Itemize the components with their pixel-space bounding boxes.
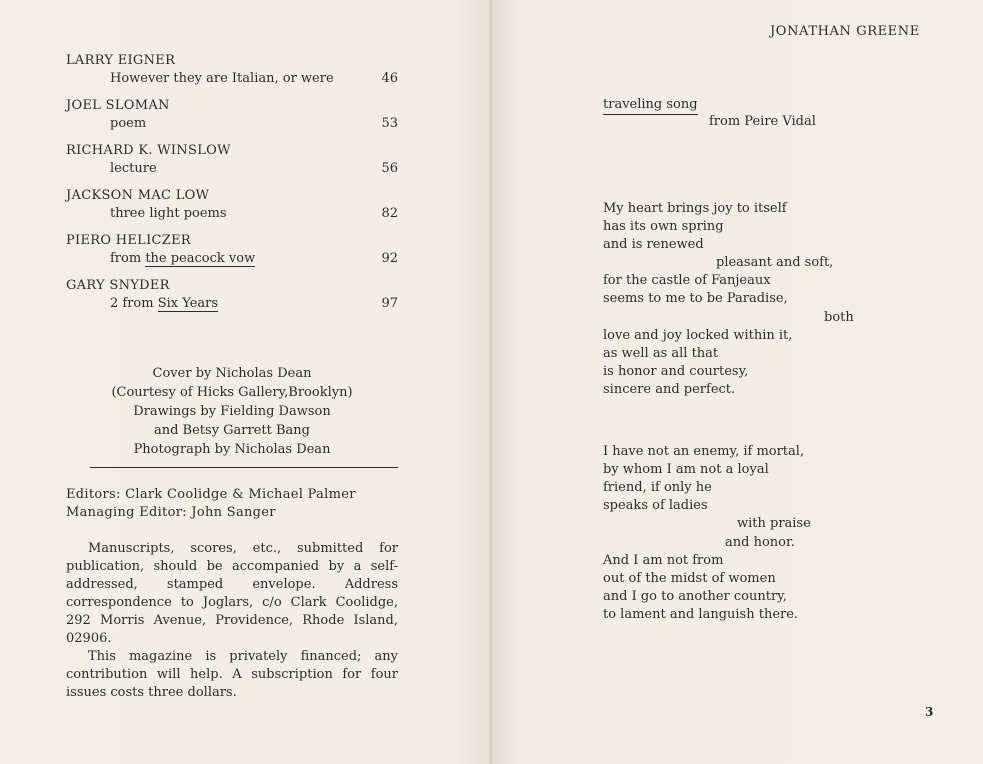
toc-author: JOEL SLOMAN bbox=[66, 98, 170, 113]
poem-line: friend, if only he bbox=[603, 480, 712, 496]
poem-line: to lament and languish there. bbox=[603, 606, 799, 622]
toc-entry bbox=[66, 142, 398, 178]
poem-line: speaks of ladies bbox=[603, 498, 708, 514]
poem-line: seems to me to be Paradise, bbox=[603, 291, 788, 307]
credit-line: Cover by Nicholas Dean bbox=[152, 366, 312, 381]
toc-work: poem bbox=[110, 116, 147, 131]
poem-line: both bbox=[824, 309, 854, 325]
toc-page-number: 56 bbox=[381, 161, 398, 176]
table-of-contents bbox=[66, 52, 398, 322]
toc-work-line bbox=[66, 115, 398, 133]
poem-line: sincere and perfect. bbox=[603, 381, 736, 397]
poem-line: love and joy locked within it, bbox=[603, 327, 793, 343]
editors-line: Editors: Clark Coolidge & Michael Palmer bbox=[66, 487, 356, 502]
toc-work: lecture bbox=[110, 161, 157, 176]
credit-line: (Courtesy of Hicks Gallery,Brooklyn) bbox=[111, 385, 353, 400]
toc-work-title: the peacock vow bbox=[145, 251, 256, 266]
credit-line: Photograph by Nicholas Dean bbox=[133, 442, 331, 457]
toc-author: PIERO HELICZER bbox=[66, 233, 192, 248]
left-page bbox=[0, 0, 491, 764]
toc-entry bbox=[66, 97, 398, 133]
toc-work: However they are Italian, or were bbox=[110, 71, 334, 86]
toc-work-line bbox=[66, 160, 398, 178]
page-number: 3 bbox=[925, 705, 934, 719]
toc-work-prefix: 2 from bbox=[110, 296, 158, 311]
poem-line: for the castle of Fanjeaux bbox=[603, 273, 771, 289]
toc-page-number: 82 bbox=[381, 206, 398, 221]
poem-subtitle: from Peire Vidal bbox=[709, 114, 816, 129]
toc-work-line bbox=[66, 205, 398, 223]
manuscripts-note: Manuscripts, scores, etc., submitted for publication, should be accompanied by a self-addressed, stamped envelope. Address correspondence to Joglars, c/o Clark Coolidge, 292 Morris Avenue, Providence, Rhode Island, 02906. bbox=[66, 541, 398, 646]
poem-line: has its own spring bbox=[603, 219, 724, 235]
toc-work: three light poems bbox=[110, 206, 227, 221]
toc-work-prefix: from bbox=[110, 251, 146, 266]
stanza bbox=[603, 200, 863, 399]
managing-editor-line: Managing Editor: John Sanger bbox=[66, 505, 276, 520]
poem-line: with praise bbox=[737, 516, 811, 532]
poem-line: and is renewed bbox=[603, 237, 704, 253]
toc-author: RICHARD K. WINSLOW bbox=[66, 143, 231, 158]
poem-line: out of the midst of women bbox=[603, 570, 776, 586]
credit-line: Drawings by Fielding Dawson bbox=[133, 404, 331, 419]
poem-line: is honor and courtesy, bbox=[603, 363, 749, 379]
toc-work-line bbox=[66, 295, 398, 313]
poem-line: pleasant and soft, bbox=[716, 255, 834, 271]
submission-notes bbox=[66, 540, 398, 702]
toc-page-number: 92 bbox=[381, 251, 398, 266]
toc-author: JACKSON MAC LOW bbox=[66, 188, 210, 203]
poem-line: and I go to another country, bbox=[603, 588, 787, 604]
toc-work-line bbox=[66, 250, 398, 268]
running-head: JONATHAN GREENE bbox=[770, 24, 920, 39]
toc-work-line bbox=[66, 70, 398, 88]
poem-line: and honor. bbox=[725, 534, 795, 550]
divider-rule bbox=[90, 467, 398, 468]
poem-line: I have not an enemy, if mortal, bbox=[603, 444, 805, 460]
stanza bbox=[603, 443, 863, 624]
toc-page-number: 97 bbox=[381, 296, 398, 311]
poem-line: as well as all that bbox=[603, 345, 719, 361]
credits bbox=[66, 364, 398, 459]
toc-entry bbox=[66, 187, 398, 223]
toc-work-title: Six Years bbox=[157, 296, 219, 311]
poem-line: My heart brings joy to itself bbox=[603, 201, 787, 216]
credit-line: and Betsy Garrett Bang bbox=[153, 423, 311, 438]
toc-page-number: 46 bbox=[381, 71, 398, 86]
poem-title: traveling song bbox=[603, 96, 698, 115]
poem-line: by whom I am not a loyal bbox=[603, 462, 769, 478]
toc-page-number: 53 bbox=[381, 116, 398, 131]
editors-block bbox=[66, 486, 398, 522]
subscription-note: This magazine is privately financed; any contribution will help. A subscription for four issues costs three dollars. bbox=[66, 649, 398, 700]
poem-line: And I am not from bbox=[603, 552, 724, 568]
poem-body bbox=[603, 200, 863, 624]
toc-entry bbox=[66, 232, 398, 268]
toc-author: GARY SNYDER bbox=[66, 278, 170, 293]
toc-entry bbox=[66, 52, 398, 88]
toc-author: LARRY EIGNER bbox=[66, 53, 176, 68]
toc-entry bbox=[66, 277, 398, 313]
